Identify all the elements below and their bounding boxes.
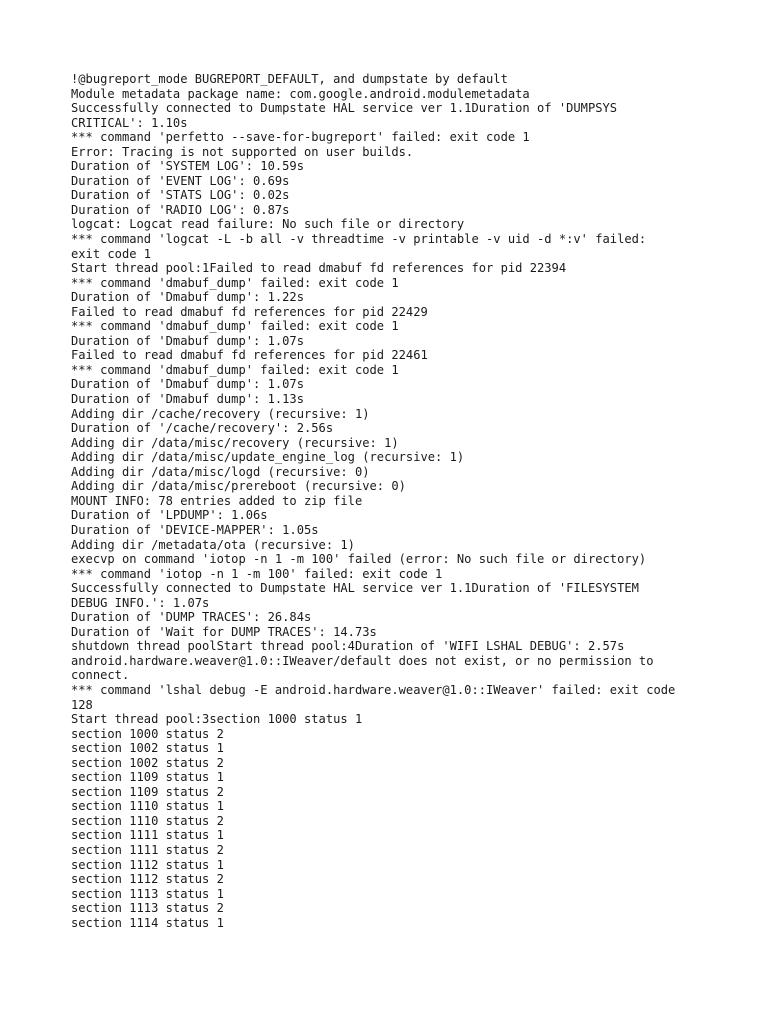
log-line: Duration of 'DUMP TRACES': 26.84s bbox=[71, 610, 312, 625]
log-line: Error: Tracing is not supported on user builds. bbox=[71, 144, 414, 159]
log-line: section 1109 status 2 bbox=[71, 784, 224, 799]
log-line: Start thread pool:1Failed to read dmabuf fd references for pid 22394 bbox=[71, 261, 567, 276]
log-line: section 1111 status 2 bbox=[71, 842, 224, 857]
log-line: Module metadata package name: com.google.android.modulemetadata bbox=[71, 86, 530, 101]
log-line: section 1002 status 1 bbox=[71, 741, 224, 756]
log-line: section 1110 status 1 bbox=[71, 799, 224, 814]
log-line: *** command 'logcat -L -b all -v threadtime -v printable -v uid -d *:v' failed: bbox=[71, 232, 647, 247]
log-line: DEBUG INFO.': 1.07s bbox=[71, 595, 210, 610]
log-line: Adding dir /data/misc/logd (recursive: 0) bbox=[71, 464, 370, 479]
log-line: section 1109 status 1 bbox=[71, 770, 224, 785]
log-line: 128 bbox=[71, 697, 93, 712]
log-line: Failed to read dmabuf fd references for pid 22429 bbox=[71, 304, 428, 319]
log-line: Duration of 'Dmabuf dump': 1.13s bbox=[71, 392, 304, 407]
log-line: Failed to read dmabuf fd references for pid 22461 bbox=[71, 348, 428, 363]
log-line: Successfully connected to Dumpstate HAL service ver 1.1Duration of 'DUMPSYS bbox=[71, 101, 618, 116]
log-line: logcat: Logcat read failure: No such file or directory bbox=[71, 217, 465, 232]
log-line: Duration of 'RADIO LOG': 0.87s bbox=[71, 202, 290, 217]
log-line: section 1112 status 2 bbox=[71, 872, 224, 887]
log-line: Duration of 'Wait for DUMP TRACES': 14.73s bbox=[71, 624, 377, 639]
log-line: exit code 1 bbox=[71, 246, 152, 261]
log-line: *** command 'iotop -n 1 -m 100' failed: exit code 1 bbox=[71, 566, 443, 581]
log-line: Adding dir /metadata/ota (recursive: 1) bbox=[71, 537, 355, 552]
log-line: Successfully connected to Dumpstate HAL service ver 1.1Duration of 'FILESYSTEM bbox=[71, 581, 639, 596]
log-line: section 1000 status 2 bbox=[71, 726, 224, 741]
log-line: Adding dir /cache/recovery (recursive: 1) bbox=[71, 406, 370, 421]
log-line: section 1113 status 1 bbox=[71, 886, 224, 901]
log-line: Duration of '/cache/recovery': 2.56s bbox=[71, 421, 334, 436]
log-line: section 1111 status 1 bbox=[71, 828, 224, 843]
log-document bbox=[71, 72, 711, 930]
log-line: Duration of 'EVENT LOG': 0.69s bbox=[71, 173, 290, 188]
log-line: Duration of 'STATS LOG': 0.02s bbox=[71, 188, 290, 203]
log-line: Duration of 'SYSTEM LOG': 10.59s bbox=[71, 159, 304, 174]
log-line: *** command 'lshal debug -E android.hardware.weaver@1.0::IWeaver' failed: exit code bbox=[71, 682, 676, 697]
log-line: *** command 'dmabuf_dump' failed: exit code 1 bbox=[71, 319, 399, 334]
log-line: MOUNT INFO: 78 entries added to zip file bbox=[71, 493, 363, 508]
log-line: section 1110 status 2 bbox=[71, 813, 224, 828]
log-line: Duration of 'Dmabuf dump': 1.07s bbox=[71, 333, 304, 348]
log-line: *** command 'dmabuf_dump' failed: exit code 1 bbox=[71, 275, 399, 290]
log-line: shutdown thread poolStart thread pool:4Duration of 'WIFI LSHAL DEBUG': 2.57s bbox=[71, 639, 625, 654]
log-line: connect. bbox=[71, 668, 130, 683]
log-line: *** command 'perfetto --save-for-bugreport' failed: exit code 1 bbox=[71, 130, 530, 145]
log-line: Duration of 'Dmabuf dump': 1.07s bbox=[71, 377, 304, 392]
log-line: Start thread pool:3section 1000 status 1 bbox=[71, 712, 363, 727]
log-line: section 1114 status 1 bbox=[71, 915, 224, 930]
log-line: Duration of 'DEVICE-MAPPER': 1.05s bbox=[71, 522, 319, 537]
log-line: section 1002 status 2 bbox=[71, 755, 224, 770]
log-line: !@bugreport_mode BUGREPORT_DEFAULT, and dumpstate by default bbox=[71, 72, 508, 86]
log-line: Duration of 'LPDUMP': 1.06s bbox=[71, 508, 268, 523]
log-line: section 1112 status 1 bbox=[71, 857, 224, 872]
log-line: Adding dir /data/misc/update_engine_log (recursive: 1) bbox=[71, 450, 465, 465]
log-line: Adding dir /data/misc/recovery (recursive: 1) bbox=[71, 435, 399, 450]
log-line: execvp on command 'iotop -n 1 -m 100' failed (error: No such file or directory) bbox=[71, 552, 647, 567]
log-line: android.hardware.weaver@1.0::IWeaver/default does not exist, or no permission to bbox=[71, 653, 654, 668]
log-line: Duration of 'Dmabuf dump': 1.22s bbox=[71, 290, 304, 305]
log-line: CRITICAL': 1.10s bbox=[71, 115, 188, 130]
log-line: Adding dir /data/misc/prereboot (recursive: 0) bbox=[71, 479, 406, 494]
log-line: *** command 'dmabuf_dump' failed: exit code 1 bbox=[71, 362, 399, 377]
log-line: section 1113 status 2 bbox=[71, 901, 224, 916]
